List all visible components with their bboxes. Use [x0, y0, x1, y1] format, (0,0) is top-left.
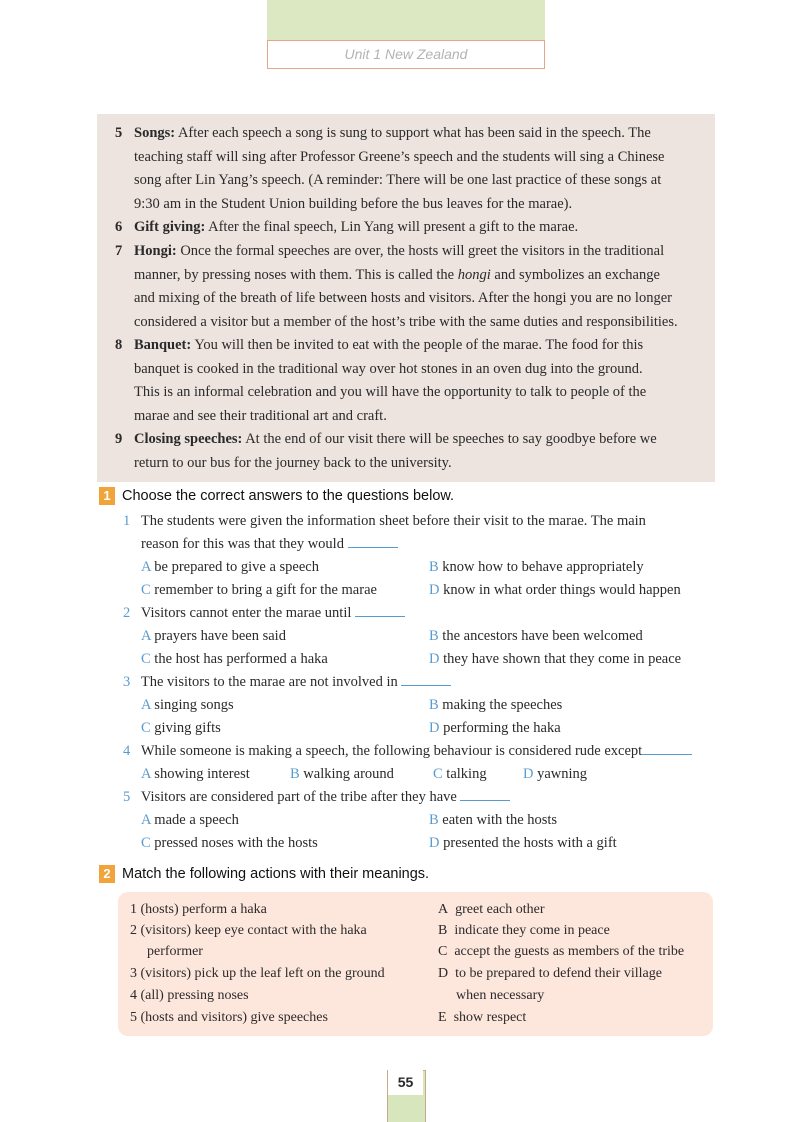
question-4: 4 While someone is making a speech, the following behaviour is considered rude except — [123, 740, 692, 762]
meaning-item: C accept the guests as members of the tribe — [438, 944, 685, 959]
action-item-cont: performer — [147, 944, 203, 959]
item-heading: Hongi: — [134, 243, 177, 259]
header-illustration — [267, 0, 545, 40]
info-item-6: 6 Gift giving: After the final speech, Lin Yang will present a gift to the marae. — [115, 219, 579, 235]
item-heading: Gift giving: — [134, 219, 206, 235]
meaning-item: A greet each other — [438, 902, 545, 917]
option[interactable]: B eaten with the hosts — [429, 812, 558, 828]
option[interactable]: D performing the haka — [429, 720, 561, 736]
option[interactable]: C remember to bring a gift for the marae — [141, 582, 377, 598]
action-item: 1 (hosts) perform a haka — [130, 902, 267, 917]
action-item: 3 (visitors) pick up the leaf left on the ground — [130, 966, 385, 981]
option[interactable]: D yawning — [523, 766, 588, 782]
info-item-8: 8 Banquet: You will then be invited to eat with the people of the marae. The food for this banquet is cooked in the traditional way over hot stones in an oven dug into the ground. This is an informal celebration and you will have the opportunity to talk to people of the marae and see their traditional art and craft. — [115, 337, 647, 424]
exercise-2-heading: 2 Match the following actions with their meanings. — [99, 865, 429, 883]
option[interactable]: C talking — [433, 766, 487, 782]
option[interactable]: D know in what order things would happen — [429, 582, 681, 598]
option[interactable]: B making the speeches — [429, 697, 563, 713]
option[interactable]: A prayers have been said — [141, 628, 286, 644]
option[interactable]: A singing songs — [141, 697, 234, 713]
answer-blank[interactable] — [401, 671, 451, 686]
answer-blank[interactable] — [348, 533, 398, 548]
meaning-item-cont: when necessary — [456, 988, 545, 1003]
meaning-item: B indicate they come in peace — [438, 923, 610, 938]
answer-blank[interactable] — [642, 740, 692, 755]
question-5: 5 Visitors are considered part of the tribe after they have — [123, 786, 510, 808]
info-item-7: 7 Hongi: Once the formal speeches are over, the hosts will greet the visitors in the traditional manner, by pressing noses with them. This is called the hongi and symbolizes an exchange and mixing of the breath of life between hosts and visitors. After the hongi you are no longer considered a visitor but a member of the host’s tribe with the same duties and responsibilities. — [115, 243, 678, 330]
answer-blank[interactable] — [460, 786, 510, 801]
info-item-5: 5 Songs: After each speech a song is sung to support what has been said in the speech. The teaching staff will sing after Professor Greene’s speech and the students will sing a Chinese song after Lin Yang’s speech. (A reminder: There will be one last practice of these songs at 9:30 am in the Student Union building before the bus leaves for the marae). — [115, 125, 665, 212]
option[interactable]: A be prepared to give a speech — [141, 559, 319, 575]
option[interactable]: B know how to behave appropriately — [429, 559, 644, 575]
action-item: 4 (all) pressing noses — [130, 988, 249, 1003]
option[interactable]: C giving gifts — [141, 720, 221, 736]
question-2: 2 Visitors cannot enter the marae until — [123, 602, 405, 624]
item-heading: Banquet: — [134, 337, 192, 353]
item-heading: Songs: — [134, 125, 176, 141]
exercise-number-badge: 2 — [99, 865, 115, 883]
meaning-item: D to be prepared to defend their village — [438, 966, 662, 981]
exercise-number-badge: 1 — [99, 487, 115, 505]
option[interactable]: A made a speech — [141, 812, 239, 828]
option[interactable]: D presented the hosts with a gift — [429, 835, 617, 851]
page-number: 55 — [388, 1070, 423, 1095]
action-item: 5 (hosts and visitors) give speeches — [130, 1010, 328, 1025]
question-3: 3 The visitors to the marae are not involved in — [123, 671, 451, 693]
meaning-item: E show respect — [438, 1010, 527, 1025]
option[interactable]: C pressed noses with the hosts — [141, 835, 318, 851]
option[interactable]: B walking around — [290, 766, 394, 782]
exercise-1-heading: 1 Choose the correct answers to the questions below. — [99, 487, 454, 505]
action-item: 2 (visitors) keep eye contact with the haka — [130, 923, 367, 938]
question-1: 1 The students were given the information sheet before their visit to the marae. The main — [123, 513, 646, 529]
option[interactable]: D they have shown that they come in peace — [429, 651, 682, 667]
answer-blank[interactable] — [355, 602, 405, 617]
info-item-9: 9 Closing speeches: At the end of our visit there will be speeches to say goodbye before we return to our bus for the journey back to the university. — [115, 431, 657, 471]
option[interactable]: A showing interest — [141, 766, 250, 782]
item-heading: Closing speeches: — [134, 431, 243, 447]
option[interactable]: C the host has performed a haka — [141, 651, 328, 667]
unit-title: Unit 1 New Zealand — [267, 40, 545, 69]
option[interactable]: B the ancestors have been welcomed — [429, 628, 643, 644]
